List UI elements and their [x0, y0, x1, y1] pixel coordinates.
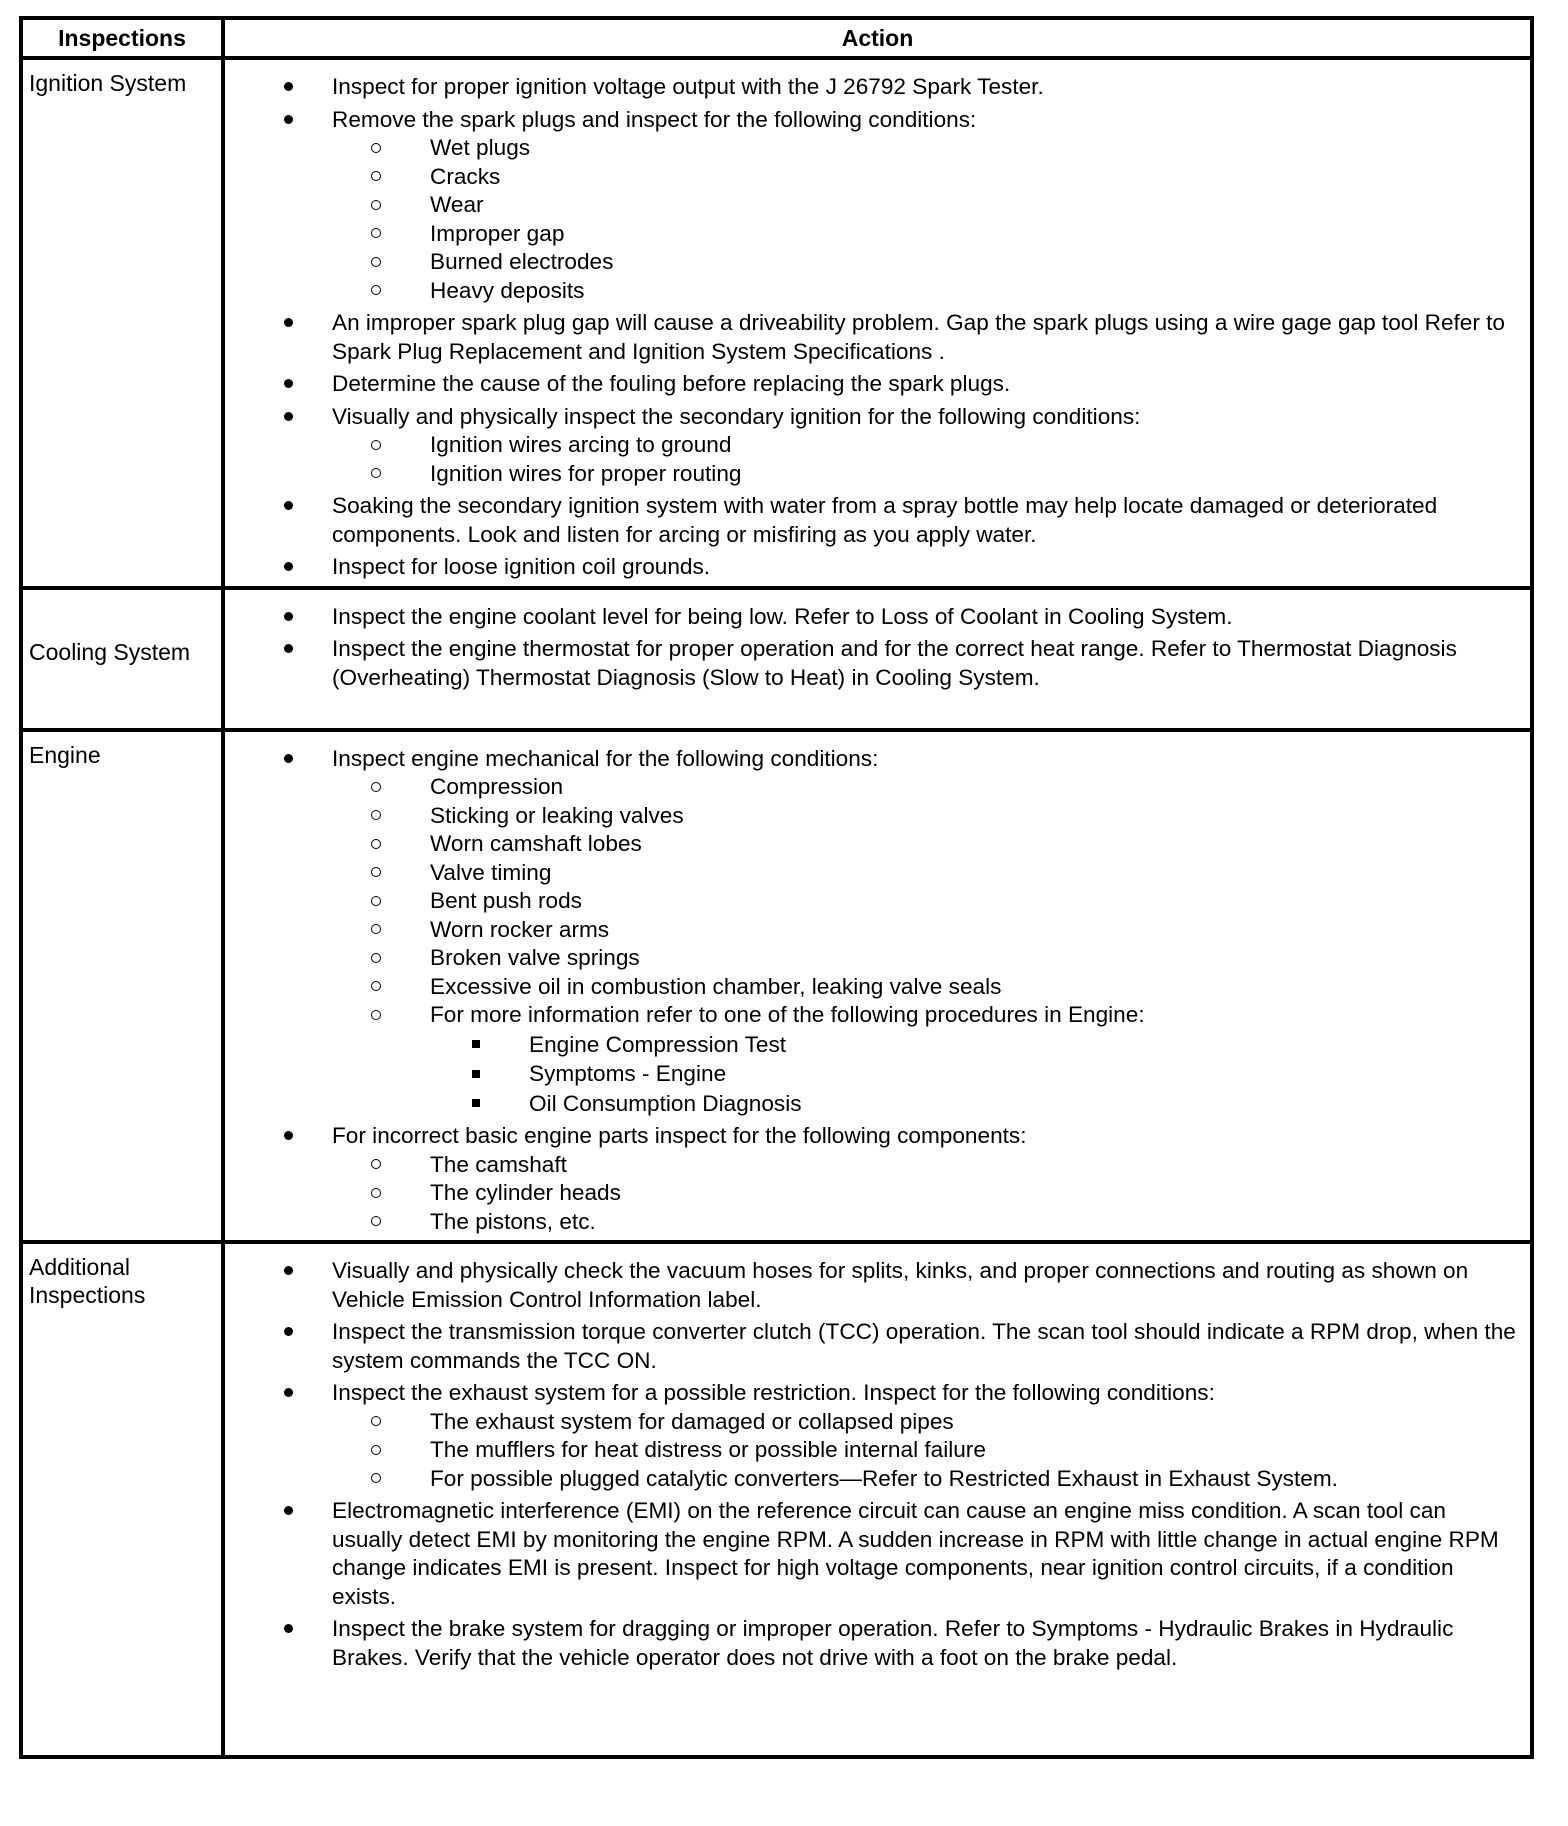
sub-list-item-text: Wet plugs: [430, 135, 531, 160]
circle-bullet-icon: [371, 773, 381, 802]
circle-bullet-icon: [371, 916, 381, 945]
sub-sub-list-item: [225, 1059, 1522, 1089]
sub-list-item-text: Sticking or leaking valves: [430, 802, 684, 828]
sub-list-item: [225, 248, 1522, 277]
table-row: [21, 58, 1532, 588]
sub-sub-list-item: [225, 1089, 1522, 1119]
circle-bullet-icon: [371, 1208, 381, 1237]
bullet-icon: [282, 73, 294, 102]
circle-bullet-icon: [371, 859, 381, 888]
circle-bullet-icon: [371, 220, 381, 249]
sub-sub-list-item-text: Engine Compression Test: [529, 1031, 787, 1057]
list-item: [225, 73, 1522, 102]
sub-list-item-text: For more information refer to one of the following procedures in Engine:: [430, 1002, 1145, 1027]
action-list: [225, 590, 1530, 693]
sub-list-item-text: Excessive oil in combustion chamber, leaking valve seals: [430, 973, 1002, 999]
circle-bullet-icon: [371, 248, 381, 277]
list-item: [225, 1497, 1522, 1611]
sub-list-item-text: Cracks: [430, 163, 501, 189]
circle-bullet-icon: [371, 944, 381, 973]
list-item: [225, 1318, 1522, 1375]
list-item: [225, 403, 1522, 489]
list-item-text: Soaking the secondary ignition system with water from a spray bottle may help locate damaged or deteriorated components. Look and listen for arcing or misfiring as you apply water.: [332, 493, 1438, 547]
sub-list-item: [225, 1208, 1522, 1237]
circle-bullet-icon: [371, 887, 381, 916]
bullet-icon: [282, 553, 294, 582]
circle-bullet-icon: [371, 973, 381, 1002]
list-item: [225, 1122, 1522, 1236]
sub-list-item: [225, 1179, 1522, 1208]
action-cell: [223, 1242, 1532, 1757]
list-item-text: Inspect for loose ignition coil grounds.: [332, 554, 711, 579]
sub-list-item-text: Ignition wires arcing to ground: [430, 432, 732, 457]
sub-list-item: [225, 163, 1522, 192]
list-item: [225, 1257, 1522, 1314]
sub-list-item: [225, 916, 1522, 945]
sub-list-item: [225, 277, 1522, 306]
list-item: [225, 1615, 1522, 1672]
action-list: [225, 1244, 1530, 1672]
action-cell: [223, 730, 1532, 1243]
sub-list: [332, 134, 1522, 305]
bullet-icon: [282, 403, 294, 432]
sub-list-item-text: The mufflers for heat distress or possible internal failure: [430, 1437, 986, 1462]
sub-list-item-text: The pistons, etc.: [430, 1208, 596, 1234]
bullet-icon: [282, 1122, 294, 1151]
bullet-icon: [282, 309, 294, 338]
sub-list-item-text: Compression: [430, 774, 564, 799]
bullet-icon: [282, 492, 294, 521]
sub-list-item-text: Ignition wires for proper routing: [430, 460, 742, 486]
list-item: [225, 635, 1522, 692]
sub-list-item: [225, 1465, 1522, 1494]
list-item-text: Inspect for proper ignition voltage output with the J 26792 Spark Tester.: [332, 74, 1044, 99]
sub-list: [332, 773, 1522, 1118]
sub-list-item-text: The camshaft: [430, 1151, 567, 1177]
circle-bullet-icon: [371, 1179, 381, 1208]
sub-list-item-text: Worn rocker arms: [430, 916, 610, 942]
inspections-table: [19, 16, 1534, 1759]
sub-sub-list-item-text: Oil Consumption Diagnosis: [529, 1090, 802, 1116]
circle-bullet-icon: [371, 1151, 381, 1180]
sub-list-item: [225, 1436, 1522, 1465]
list-item-text: Inspect the exhaust system for a possible restriction. Inspect for the following conditions:: [332, 1380, 1215, 1405]
sub-list-item-text: Worn camshaft lobes: [430, 831, 642, 856]
sub-list-item-text: Burned electrodes: [430, 249, 614, 274]
sub-list-item: [225, 1151, 1522, 1180]
list-item-text: Inspect the brake system for dragging or improper operation. Refer to Symptoms - Hydraulic Brakes in Hydraulic Brakes. Verify that the vehicle operator does not drive with a foot on the brake pedal.: [332, 1616, 1454, 1670]
square-bullet-icon: [472, 1059, 480, 1089]
list-item: [225, 370, 1522, 399]
list-item: [225, 745, 1522, 1119]
sub-list-item-text: Heavy deposits: [430, 277, 585, 303]
bullet-icon: [282, 370, 294, 399]
list-item-text: An improper spark plug gap will cause a driveability problem. Gap the spark plugs using a wire gage gap tool Refer to Spark Plug Replacement and Ignition System Specifications .: [332, 310, 1505, 364]
bullet-icon: [282, 1615, 294, 1644]
bullet-icon: [282, 603, 294, 632]
list-item: [225, 603, 1522, 632]
table-row: [21, 588, 1532, 730]
bullet-icon: [282, 1497, 294, 1526]
sub-list-item-text: Broken valve springs: [430, 945, 640, 970]
table-row: [21, 1242, 1532, 1757]
circle-bullet-icon: [371, 460, 381, 489]
inspection-label: Engine: [21, 730, 223, 1243]
sub-list-item-text: Improper gap: [430, 220, 565, 246]
sub-sub-list-item-text: Symptoms - Engine: [529, 1061, 727, 1086]
list-item-text: Inspect the transmission torque converter clutch (TCC) operation. The scan tool should indicate a RPM drop, when the system commands the TCC ON.: [332, 1319, 1516, 1373]
list-item: [225, 1379, 1522, 1493]
sub-list-item-text: Wear: [430, 192, 484, 217]
list-item-text: Electromagnetic interference (EMI) on the reference circuit can cause an engine miss condition. A scan tool can usually detect EMI by monitoring the engine RPM. A sudden increase in RPM with little change in actual engine RPM change indicates EMI is present. Inspect for high voltage components, near ignition control circuits, if a condition exists.: [332, 1498, 1499, 1609]
bullet-icon: [282, 1257, 294, 1286]
list-item-text: Inspect engine mechanical for the following conditions:: [332, 745, 879, 771]
sub-list-item: [225, 1001, 1522, 1118]
sub-list-item: [225, 460, 1522, 489]
sub-list-item: [225, 191, 1522, 220]
sub-sub-list: [430, 1030, 1522, 1119]
action-cell: [223, 58, 1532, 588]
square-bullet-icon: [472, 1030, 480, 1060]
sub-list: [332, 431, 1522, 488]
circle-bullet-icon: [371, 1408, 381, 1437]
square-bullet-icon: [472, 1089, 480, 1119]
sub-list-item-text: Bent push rods: [430, 888, 582, 913]
circle-bullet-icon: [371, 1465, 381, 1494]
sub-list-item-text: Valve timing: [430, 859, 552, 885]
sub-list-item: [225, 859, 1522, 888]
bullet-icon: [282, 1379, 294, 1408]
action-cell: [223, 588, 1532, 730]
sub-list-item: [225, 134, 1522, 163]
circle-bullet-icon: [371, 191, 381, 220]
circle-bullet-icon: [371, 1001, 381, 1030]
list-item-text: Visually and physically inspect the secondary ignition for the following conditions:: [332, 403, 1141, 429]
sub-list-item: [225, 887, 1522, 916]
sub-list-item: [225, 973, 1522, 1002]
bullet-icon: [282, 745, 294, 774]
sub-list-item-text: The exhaust system for damaged or collapsed pipes: [430, 1408, 954, 1434]
list-item-text: For incorrect basic engine parts inspect for the following components:: [332, 1123, 1027, 1148]
bullet-icon: [282, 635, 294, 664]
header-action: Action: [223, 18, 1532, 58]
circle-bullet-icon: [371, 802, 381, 831]
circle-bullet-icon: [371, 134, 381, 163]
inspection-label: Additional Inspections: [21, 1242, 223, 1757]
list-item: [225, 309, 1522, 366]
circle-bullet-icon: [371, 431, 381, 460]
circle-bullet-icon: [371, 1436, 381, 1465]
sub-list-item-text: The cylinder heads: [430, 1180, 621, 1205]
sub-list: [332, 1408, 1522, 1494]
bullet-icon: [282, 1318, 294, 1347]
inspection-label: Cooling System: [21, 588, 223, 730]
list-item-text: Inspect the engine coolant level for being low. Refer to Loss of Coolant in Cooling System.: [332, 603, 1233, 629]
sub-sub-list-item: [225, 1030, 1522, 1060]
table-row: [21, 730, 1532, 1243]
sub-list-item: [225, 830, 1522, 859]
circle-bullet-icon: [371, 163, 381, 192]
list-item-text: Remove the spark plugs and inspect for the following conditions:: [332, 106, 977, 132]
header-inspections: Inspections: [21, 18, 223, 58]
action-list: [225, 60, 1530, 582]
bullet-icon: [282, 106, 294, 135]
sub-list: [332, 1151, 1522, 1237]
list-item: [225, 106, 1522, 306]
circle-bullet-icon: [371, 277, 381, 306]
sub-list-item: [225, 431, 1522, 460]
circle-bullet-icon: [371, 830, 381, 859]
sub-list-item: [225, 220, 1522, 249]
inspection-label: Ignition System: [21, 58, 223, 588]
sub-list-item: [225, 1408, 1522, 1437]
sub-list-item: [225, 802, 1522, 831]
list-item: [225, 492, 1522, 549]
sub-list-item: [225, 773, 1522, 802]
list-item-text: Visually and physically check the vacuum hoses for splits, kinks, and proper connections and routing as shown on Vehicle Emission Control Information label.: [332, 1258, 1469, 1312]
list-item-text: Inspect the engine thermostat for proper operation and for the correct heat range. Refer to Thermostat Diagnosis (Overheating) Thermostat Diagnosis (Slow to Heat) in Cooling System.: [332, 636, 1457, 690]
list-item: [225, 553, 1522, 582]
action-list: [225, 732, 1530, 1237]
sub-list-item-text: For possible plugged catalytic converters—Refer to Restricted Exhaust in Exhaust System.: [430, 1465, 1338, 1491]
sub-list-item: [225, 944, 1522, 973]
list-item-text: Determine the cause of the fouling before replacing the spark plugs.: [332, 371, 1011, 396]
